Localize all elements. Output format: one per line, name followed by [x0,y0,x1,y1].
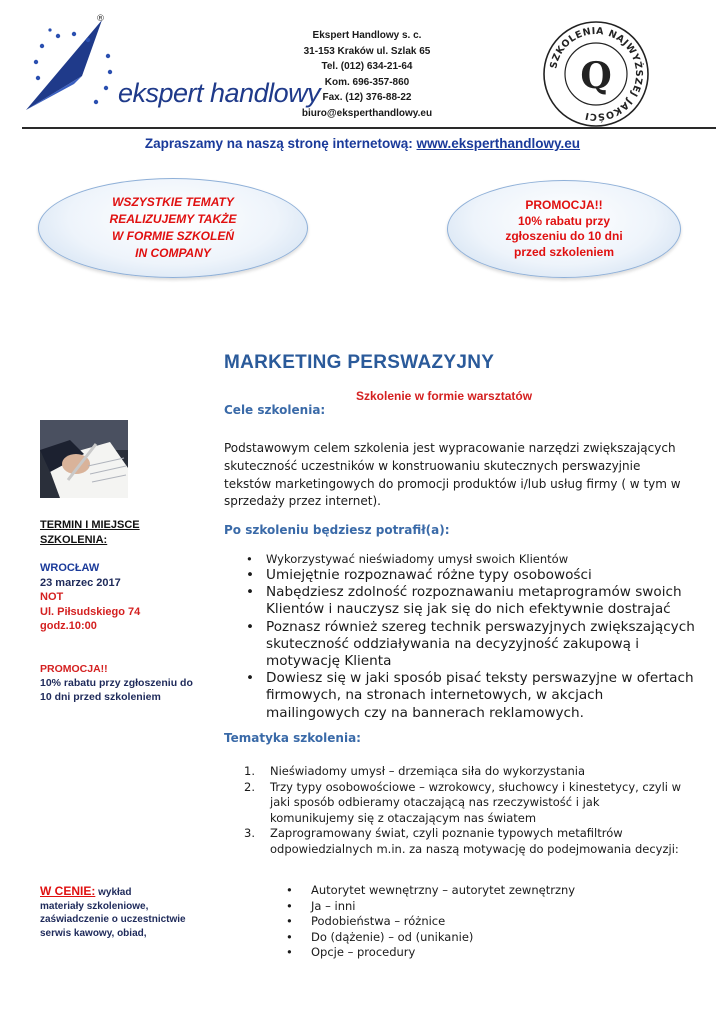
company-info [292,28,442,122]
list-item [244,826,684,857]
term-title-line: SZKOLENIA: [40,533,108,546]
list-item [244,780,684,827]
list-item: • Dowiesz się w jaki sposób pisać teksty perswazyjne w ofertach firmowych, na stronach internetowych, w akcjach mailingowych czy na bannerach reklamowych. [236,670,696,722]
list-number: 1. [244,764,255,778]
website-invite [0,136,725,151]
invite-text: Zapraszamy na naszą stronę internetową: [144,136,417,151]
company-name: Ekspert Handlowy s. c. [312,30,422,41]
price-item: materiały szkoleniowe, [40,900,149,912]
company-tel: Tel. (012) 634-21-64 [321,61,413,73]
badge-line: 10% rabatu przy [517,213,611,228]
list-text: Nieświadomy umysł – drzemiąca siła do wykorzystania [270,764,586,778]
writing-hand-photo [40,420,128,498]
list-item: • Do (dążenie) – od (unikanie) [286,930,575,946]
list-text: Trzy typy osobowościowe – wzrokowcy, słuchowcy i kinestetycy, czyli w jaki sposób odbieramy otaczającą nas rzeczywistość i jak komunikujemy się z otaczającym nas światem [270,779,682,825]
company-fax: Fax. (12) 376-88-22 [322,92,412,104]
badge-line: REALIZUJEMY TAKŻE [109,212,237,226]
outcomes-list [236,551,696,722]
seal-text: SZKOLENIA NAJWYŻSZEJ JAKOŚCI [548,25,645,123]
topics-list [244,764,684,858]
list-text: Zaprogramowany świat, czyli poznanie typowych metafiltrów odpowiedzialnych m.in. za naszą motywację do podejmowania decyzji: [270,826,679,856]
promo-badge [447,180,681,278]
list-item [244,764,684,780]
event-date: 23 marzec 2017 [40,576,121,589]
list-item: • Podobieństwa – różnice [286,914,575,930]
topics-heading: Tematyka szkolenia: [224,731,361,745]
price-item: zaświadczenie o uczestnictwie [40,914,186,925]
event-time: godz.10:00 [40,620,97,632]
promo-line: 10 dni przed szkoleniem [40,690,161,703]
list-item: • Umiejętnie rozpoznawać różne typy osobowości [236,567,696,584]
header-divider [22,127,716,129]
logo-text: ekspert handlowy [118,78,321,108]
list-item: • Wykorzystywać nieświadomy umysł swoich Klientów [236,551,696,567]
company-email[interactable]: biuro@eksperthandlowy.eu [301,107,433,119]
list-number: 3. [244,826,255,841]
list-item: • Opcje – procedury [286,945,575,961]
event-details [40,561,140,634]
term-title [40,518,140,547]
list-number: 2. [244,779,255,794]
in-company-badge [38,178,308,278]
badge-line: W FORMIE SZKOLEŃ [112,229,234,243]
badge-line: PROMOCJA!! [525,198,603,212]
promo-title: PROMOCJA!! [40,663,108,675]
quality-seal-icon [540,18,652,130]
badge-line: WSZYSTKIE TEMATY [112,195,234,209]
badge-line: zgłoszeniu do 10 dni [505,229,623,243]
event-venue: NOT [40,591,64,603]
promo-line: 10% rabatu przy zgłoszeniu do [40,676,193,689]
badge-line: IN COMPANY [135,246,211,260]
company-address: 31-153 Kraków ul. Szlak 65 [303,45,431,57]
list-item: • Autorytet wewnętrzny – autorytet zewnętrzny [286,883,575,899]
course-title: MARKETING PERSWAZYJNY [224,352,495,373]
price-item: wykład [95,887,132,898]
promo-note [40,663,193,704]
term-title-line: TERMIN I MIEJSCE [40,519,140,531]
subtopics-list [286,883,575,961]
company-mobile: Kom. 696-357-860 [324,76,410,88]
goals-paragraph: Podstawowym celem szkolenia jest wypracowanie narzędzi zwiększających skuteczność uczestników w konstruowaniu skutecznych perswazyjnie tekstów marketingowych do promocji produktów i/lub usług firmy ( w tym w sprzedaży przez internet). [224,441,681,509]
seal-letter: Q [580,55,612,97]
list-item: • Nabędziesz zdolność rozpoznawaniu metaprogramów swoich Klientów i nauczysz się jak się do nich efektywnie dostrajać [236,584,696,618]
price-label: W CENIE: [40,884,96,898]
website-link[interactable]: www.eksperthandlowy.eu [416,136,581,151]
event-street: Ul. Piłsudskiego 74 [40,605,141,618]
list-item: • Poznasz również szereg technik perswazyjnych zwiększających skuteczność oddziaływania na decyzyjność zakupową i motywację Klienta [236,619,696,671]
list-item: • Ja – inni [286,899,575,915]
registered-mark: ® [96,14,105,24]
event-city: WROCŁAW [40,562,100,574]
price-includes [40,885,186,940]
outcomes-heading: Po szkoleniu będziesz potrafił(a): [224,523,450,537]
goals-heading: Cele szkolenia: [224,403,326,417]
badge-line: przed szkoleniem [513,244,615,259]
logo-arrow-icon [26,20,102,110]
course-subtitle: Szkolenie w formie warsztatów [356,389,533,403]
price-item: serwis kawowy, obiad, [40,927,147,939]
